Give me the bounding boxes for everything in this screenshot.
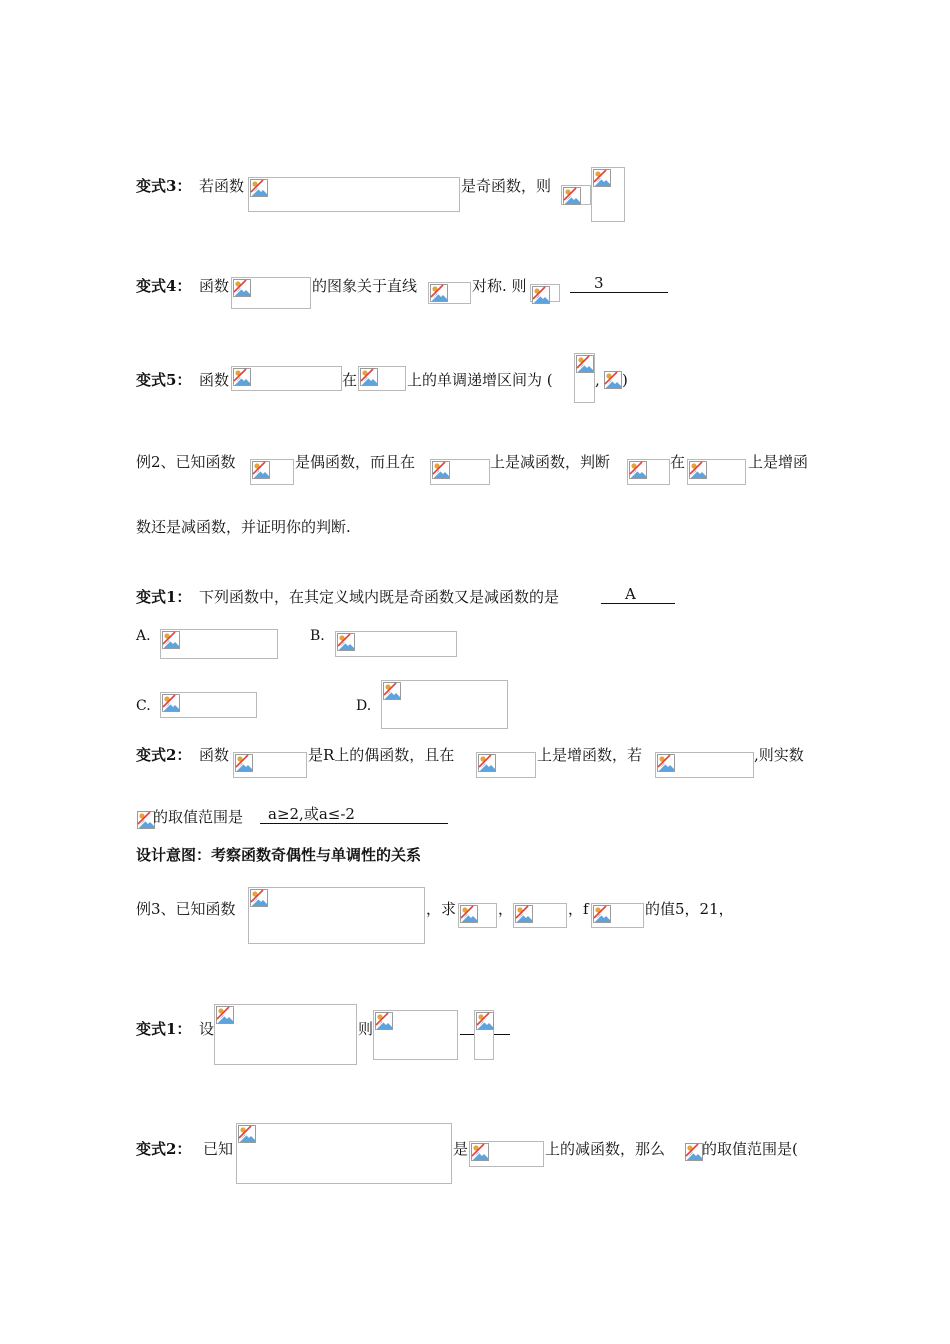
ex3-text-1: 例3、已知函数 xyxy=(136,900,236,918)
ex2-text-5: 上是增函 xyxy=(748,453,809,471)
formula-image xyxy=(684,1142,701,1162)
formula-image xyxy=(474,1010,494,1060)
ex2v1-answer: A xyxy=(601,585,675,604)
ex3v1-label: 变式1： xyxy=(136,1020,192,1038)
broken-image-icon xyxy=(576,355,594,373)
broken-image-icon xyxy=(532,286,550,304)
formula-image xyxy=(627,459,670,485)
v4-text-1: 函数 xyxy=(199,277,230,295)
ex3v2-text-3: 上的减函数，那么 xyxy=(545,1140,666,1158)
option-b-formula xyxy=(335,631,457,657)
ex2v2-label: 变式2： xyxy=(136,746,192,764)
broken-image-icon xyxy=(478,754,496,772)
ex2-text-1: 例2、已知函数 xyxy=(136,453,236,471)
ex2v2-answer: a≥2,或a≤-2 xyxy=(260,805,448,824)
v3-text-2: 是奇函数，则 xyxy=(461,177,552,195)
v3-text-1: 若函数 xyxy=(199,177,245,195)
ex2v1-label: 变式1： xyxy=(136,588,192,606)
v4-label: 变式4： xyxy=(136,277,192,295)
formula-image xyxy=(430,459,490,485)
broken-image-icon xyxy=(563,187,581,205)
formula-image xyxy=(561,185,591,205)
broken-image-icon xyxy=(460,905,478,923)
formula-image xyxy=(231,366,342,391)
ex2-text-3: 上是减函数，判断 xyxy=(490,453,611,471)
formula-image xyxy=(214,1004,357,1065)
formula-image xyxy=(231,277,311,309)
ex3v2-text-2: 是 xyxy=(453,1140,469,1158)
broken-image-icon xyxy=(657,754,675,772)
v5-text-1: 函数 xyxy=(199,371,230,389)
broken-image-icon xyxy=(383,682,401,700)
broken-image-icon xyxy=(476,1012,494,1030)
option-d-formula xyxy=(381,680,508,729)
formula-image xyxy=(458,903,497,928)
broken-image-icon xyxy=(375,1012,393,1030)
broken-image-icon xyxy=(216,1006,234,1024)
v3-label: 变式3： xyxy=(136,177,192,195)
option-a-label: A. xyxy=(136,628,151,644)
ex2-text-4: 在 xyxy=(670,453,686,471)
formula-image xyxy=(248,887,425,944)
ex3v1-text-1: 设 xyxy=(199,1020,215,1038)
broken-image-icon xyxy=(689,461,707,479)
formula-image xyxy=(476,752,536,778)
broken-image-icon xyxy=(593,169,611,187)
broken-image-icon xyxy=(685,1143,703,1161)
formula-image xyxy=(574,353,595,403)
formula-image xyxy=(358,366,406,391)
formula-image xyxy=(530,284,560,302)
broken-image-icon xyxy=(515,905,533,923)
formula-image xyxy=(250,459,294,485)
ex2v1-text-1: 下列函数中，在其定义域内既是奇函数又是减函数的是 xyxy=(199,588,560,606)
ex2v2-text-1: 函数 xyxy=(199,746,230,764)
ex2-text-2: 是偶函数，而且在 xyxy=(295,453,416,471)
broken-image-icon xyxy=(235,754,253,772)
option-c-label: C. xyxy=(136,698,151,714)
option-a-formula xyxy=(160,629,278,659)
ex3v2-text-1: 已知 xyxy=(203,1140,234,1158)
broken-image-icon xyxy=(360,368,378,386)
v5-text-2: 在 xyxy=(342,371,358,389)
broken-image-icon xyxy=(233,368,251,386)
formula-image xyxy=(233,752,307,778)
broken-image-icon xyxy=(162,631,180,649)
formula-image xyxy=(591,903,644,928)
ex3-text-4: ，f xyxy=(568,900,589,918)
formula-image xyxy=(236,1123,452,1184)
broken-image-icon xyxy=(471,1143,489,1161)
broken-image-icon xyxy=(252,461,270,479)
formula-image xyxy=(428,282,471,304)
broken-image-icon xyxy=(629,461,647,479)
v5-text-5: ) xyxy=(622,371,628,389)
ex2v2-text-4: ,则实数 xyxy=(754,746,804,764)
formula-image xyxy=(373,1010,458,1060)
ex2v2-text-2: 是R上的偶函数，且在 xyxy=(308,746,455,764)
broken-image-icon xyxy=(593,905,611,923)
broken-image-icon xyxy=(233,279,251,297)
formula-image xyxy=(603,370,623,390)
ex3v1-text-2: 则 xyxy=(358,1020,374,1038)
broken-image-icon xyxy=(604,371,622,389)
broken-image-icon xyxy=(337,633,355,651)
broken-image-icon xyxy=(238,1125,256,1143)
formula-image xyxy=(136,810,153,827)
ex3-text-2: ，求 xyxy=(426,900,457,918)
option-b-label: B. xyxy=(310,628,325,644)
ex3v2-label: 变式2： xyxy=(136,1140,192,1158)
v4-text-2: 的图象关于直线 xyxy=(312,277,418,295)
ex2v2-text-3: 上是增函数，若 xyxy=(537,746,643,764)
ex3-text-5: 的值5，21， xyxy=(645,900,734,918)
v4-text-3: 对称. 则 xyxy=(472,277,527,295)
broken-image-icon xyxy=(162,694,180,712)
broken-image-icon xyxy=(430,284,448,302)
ex3-text-3: ， xyxy=(498,900,514,918)
formula-image xyxy=(248,177,460,212)
formula-image xyxy=(591,167,625,222)
design-intent: 设计意图：考察函数奇偶性与单调性的关系 xyxy=(136,846,422,864)
formula-image xyxy=(513,903,567,928)
ex3v2-text-4: 的取值范围是( xyxy=(702,1140,798,1158)
v5-text-3: 上的单调递增区间为 ( xyxy=(407,371,553,389)
v4-answer: 3 xyxy=(570,274,668,293)
v5-text-4: , xyxy=(595,371,600,389)
broken-image-icon xyxy=(250,179,268,197)
formula-image xyxy=(655,752,754,778)
option-c-formula xyxy=(160,692,257,718)
formula-image xyxy=(469,1141,544,1167)
option-d-label: D. xyxy=(356,698,372,714)
v5-label: 变式5： xyxy=(136,371,192,389)
formula-image xyxy=(687,459,746,485)
ex2-text-6: 数还是减函数，并证明你的判断. xyxy=(136,518,351,536)
broken-image-icon xyxy=(250,889,268,907)
broken-image-icon xyxy=(432,461,450,479)
ex2v2-text-5: 的取值范围是 xyxy=(153,808,244,826)
